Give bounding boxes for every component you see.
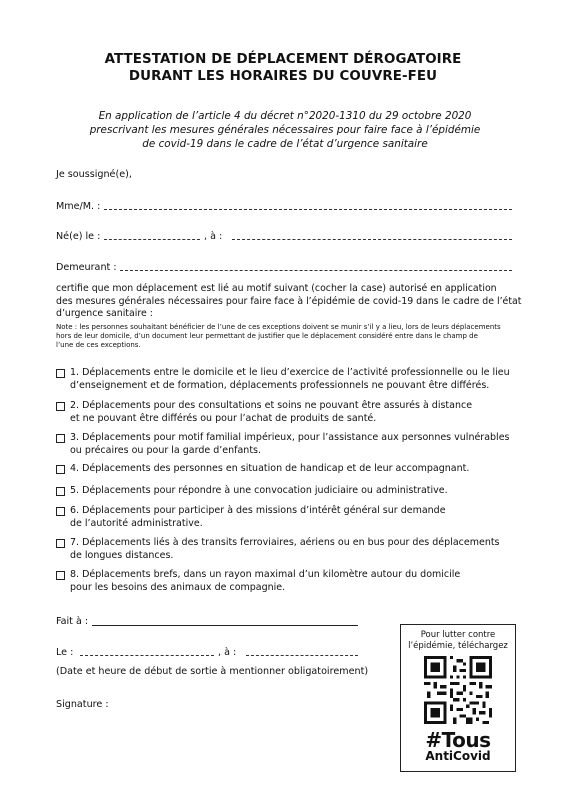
reason-label-8-line-1: 8. Déplacements brefs, dans un rayon maximal d’un kilomètre autour du domicile <box>70 569 461 580</box>
reason-label-1-line-2: d’enseignement et de formation, déplacements professionnels ne pouvant être différés. <box>70 379 490 391</box>
subtitle-line-2: prescrivant les mesures générales nécessaires pour faire face à l’épidémie <box>89 124 481 136</box>
name-field[interactable] <box>104 209 512 210</box>
certify-line-2: des mesures générales nécessaires pour faire face à l’épidémie de covid-19 dans le cadre de l’état <box>56 295 522 307</box>
reason-option-3[interactable] <box>56 432 510 457</box>
reason-option-7[interactable] <box>56 537 500 562</box>
brand-tous: #Tous <box>425 728 491 752</box>
reason-checkbox-1[interactable] <box>56 369 65 378</box>
reason-label-3-line-2: ou précaires ou pour la garde d’enfants. <box>70 444 262 456</box>
reason-checkbox-2[interactable] <box>56 402 65 411</box>
reason-label-2-line-2: et ne pouvant être différés ou pour l’achat de produits de santé. <box>70 412 377 424</box>
reason-checkbox-7[interactable] <box>56 539 65 548</box>
note-line-1: Note : les personnes souhaitant bénéficier de l’une de ces exceptions doivent se munir s’il y a lieu, lors de leurs déplacements <box>56 323 501 331</box>
reason-label-2-line-1: 2. Déplacements pour des consultations et soins ne pouvant être assurés à distance <box>70 400 473 411</box>
reason-checkbox-4[interactable] <box>56 465 65 474</box>
signature-label: Signature : <box>56 699 109 710</box>
qr-code-icon[interactable] <box>424 656 492 724</box>
birth-date-label: Né(e) le : <box>56 231 101 242</box>
reason-option-5[interactable] <box>56 485 448 498</box>
reason-option-2[interactable] <box>56 400 472 425</box>
reason-checkbox-5[interactable] <box>56 487 65 496</box>
note-line-3: l’une de ces exceptions. <box>56 341 141 349</box>
exceptions-note <box>56 323 526 350</box>
reason-checkbox-8[interactable] <box>56 571 65 580</box>
reason-label-1-line-1: 1. Déplacements entre le domicile et le lieu d’exercice de l’activité professionnelle ou le lieu <box>70 367 510 378</box>
reason-checkbox-3[interactable] <box>56 434 65 443</box>
reason-label-7-line-2: de longues distances. <box>70 549 174 561</box>
intro-text: Je soussigné(e), <box>56 169 132 180</box>
date-field[interactable] <box>80 655 214 656</box>
date-time-note: (Date et heure de début de sortie à mentionner obligatoirement) <box>56 666 369 677</box>
done-at-label: Fait à : <box>56 616 89 627</box>
certify-paragraph <box>56 283 526 321</box>
time-field[interactable] <box>246 655 358 656</box>
anticovid-download-panel <box>400 624 516 772</box>
reason-label-4-line-1: 4. Déplacements des personnes en situation de handicap et de leur accompagnant. <box>70 463 470 474</box>
reason-label-3-line-1: 3. Déplacements pour motif familial impérieux, pour l’assistance aux personnes vulnérables <box>70 432 510 443</box>
note-line-2: hors de leur domicile, d’un document leur permettant de justifier que le déplacement considéré entre dans le champ de <box>56 332 478 340</box>
reason-label-6-line-2: de l’autorité administrative. <box>70 517 203 529</box>
certify-line-3: d’urgence sanitaire : <box>56 308 153 319</box>
reason-option-1[interactable] <box>56 367 510 392</box>
qr-caption-line-2: l’épidémie, téléchargez <box>408 641 508 651</box>
time-label: , à : <box>218 647 237 658</box>
reason-option-4[interactable] <box>56 463 469 476</box>
done-at-field[interactable] <box>92 625 358 626</box>
reason-label-6-line-1: 6. Déplacements pour participer à des missions d’intérêt général sur demande <box>70 505 446 516</box>
date-label: Le : <box>56 647 74 658</box>
reason-label-8-line-2: pour les besoins des animaux de compagnie. <box>70 581 286 593</box>
reason-label-5-line-1: 5. Déplacements pour répondre à une convocation judiciaire ou administrative. <box>70 485 448 496</box>
birth-date-field[interactable] <box>104 239 200 240</box>
form-subtitle <box>40 109 530 151</box>
reason-option-8[interactable] <box>56 569 460 594</box>
subtitle-line-3: de covid-19 dans le cadre de l’état d’urgence sanitaire <box>142 138 428 150</box>
birth-place-label: , à : <box>204 231 223 242</box>
address-label: Demeurant : <box>56 262 117 273</box>
subtitle-line-1: En application de l’article 4 du décret n°2020-1310 du 29 octobre 2020 <box>98 110 472 122</box>
qr-caption-line-1: Pour lutter contre <box>420 630 496 640</box>
reason-option-6[interactable] <box>56 505 446 530</box>
reason-label-7-line-1: 7. Déplacements liés à des transits ferroviaires, aériens ou en bus pour des déplacements <box>70 537 500 548</box>
reason-checkbox-6[interactable] <box>56 507 65 516</box>
brand-anticovid: AntiCovid <box>425 749 491 763</box>
address-field[interactable] <box>120 270 512 271</box>
birth-place-field[interactable] <box>232 239 512 240</box>
form-title-line-2: DURANT LES HORAIRES DU COUVRE-FEU <box>128 69 438 84</box>
certify-line-1: certifie que mon déplacement est lié au motif suivant (cocher la case) autorisé en application <box>56 283 497 294</box>
form-title-line-1: ATTESTATION DE DÉPLACEMENT DÉROGATOIRE <box>104 52 462 67</box>
name-label: Mme/M. : <box>56 201 101 212</box>
